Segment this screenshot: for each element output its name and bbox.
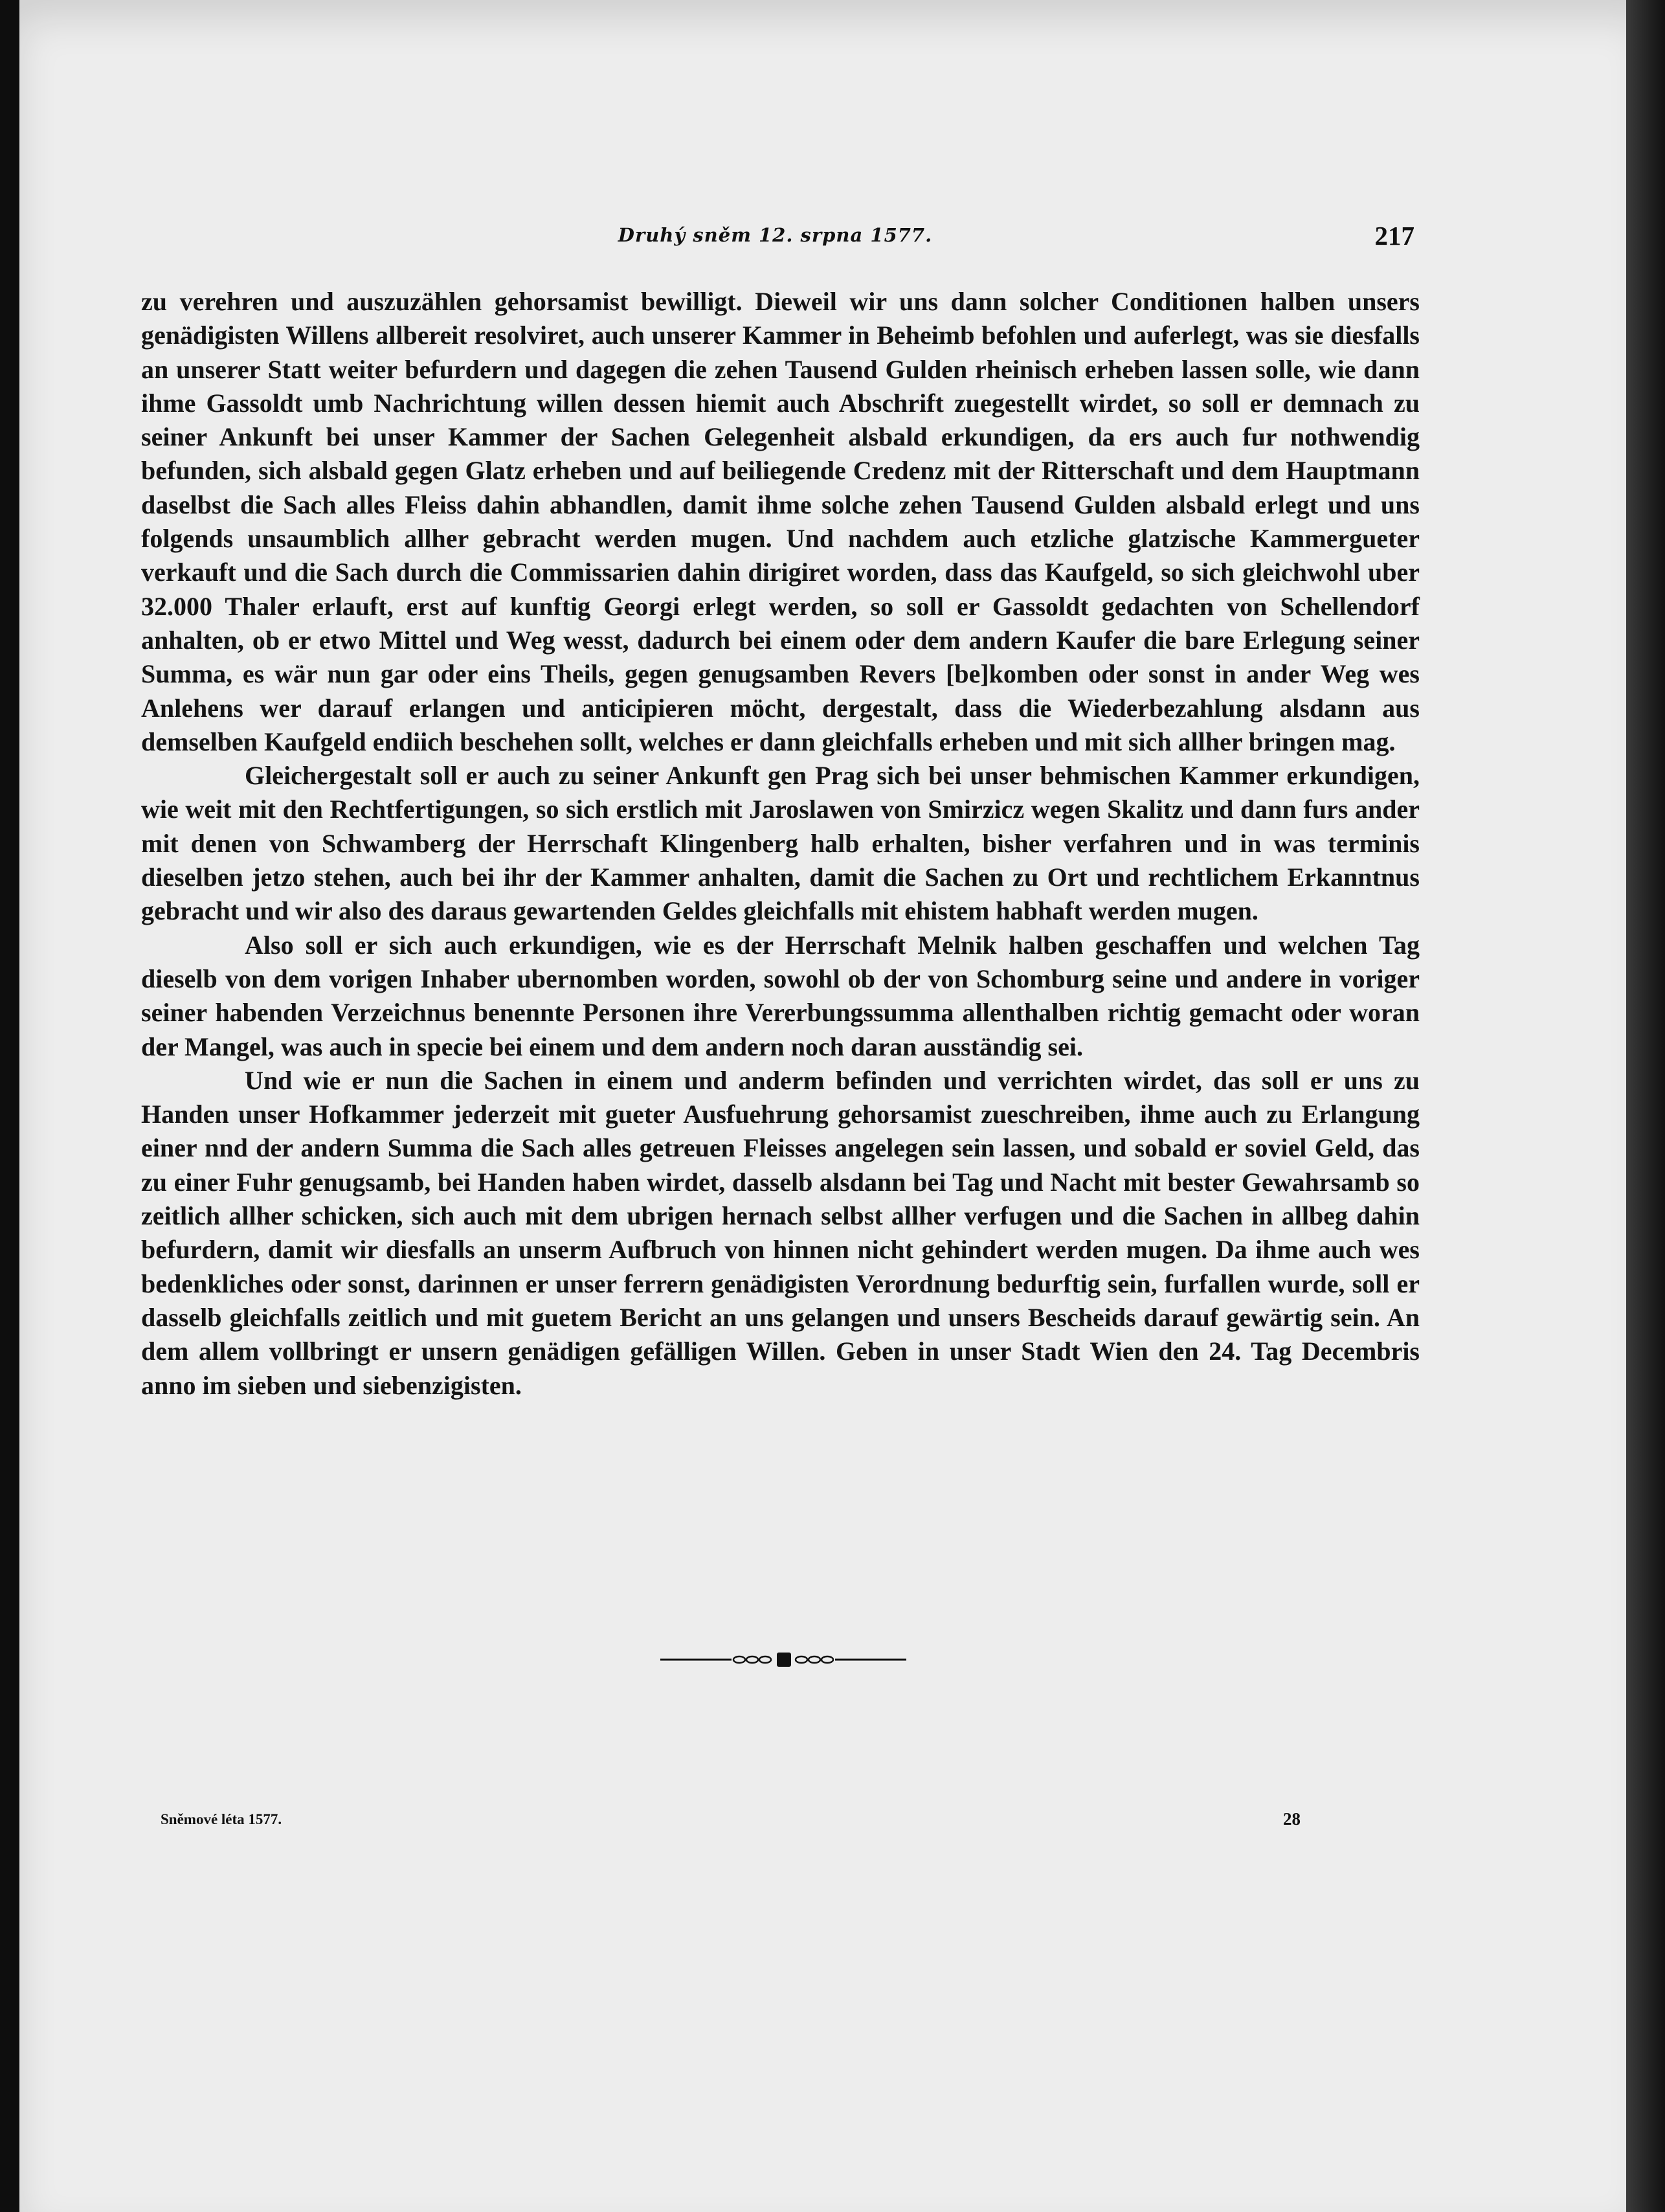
paragraph-3: Also soll er sich auch erkundigen, wie es der Herrschaft Melnik halben geschaffen und welchen Tag dieselb von dem vorigen Inhaber ubernomben worden, sowohl ob der von Schomburg seine und andere in voriger seiner habenden Verzeichnus benennte Personen ihre Vererbungssumma allenthalben richtig gemacht oder woran der Mangel, was auch in specie bei einem und dem andern noch daran ausständig sei. xyxy=(141,930,1420,1061)
running-head xyxy=(136,220,1414,259)
paragraph-2: Gleichergestalt soll er auch zu seiner Ankunft gen Prag sich bei unser behmischen Kammer erkundigen, wie weit mit den Rechtfertigungen, so sich erstlich mit Jaroslawen von Smirzicz wegen Skalitz und dann furs ander mit denen von Schwamberg der Herrschaft Klingenberg halb erhalten, bisher verfahren und in was terminis dieselben jetzo stehen, auch bei ihr der Kammer anhalten, damit die Sachen zu Ort und rechtlichem Erkanntnus gebracht und wir also des daraus gewartenden Geldes gleichfalls mit ehistem habhaft werden mugen. xyxy=(141,761,1420,926)
body-text xyxy=(141,285,1420,1403)
page-number: 217 xyxy=(1374,221,1414,251)
signature-mark: Sněmové léta 1577. xyxy=(161,1811,282,1827)
scan-edge-right xyxy=(1626,0,1665,2212)
ornamental-divider xyxy=(660,1647,906,1673)
paragraph-1: zu verehren und auszuzählen gehorsamist bewilligt. Dieweil wir uns dann solcher Conditionen halben unsers genädigisten Willens allbereit resolviret, auch unserer Kammer in Beheimb befohlen und auferlegt, was sie diesfalls an unserer Statt weiter befurdern und dagegen die zehen Tausend Gulden rheinisch erheben lassen solle, wie dann ihme Gassoldt umb Nachrichtung willen dessen hiemit auch Abschrift zuegestellt wirdet, so soll er demnach zu seiner Ankunft bei unser Kammer der Sachen Gelegenheit alsbald erkundigen, da ers auch fur nothwendig befunden, sich alsbald gegen Glatz erheben und auf beiliegende Credenz mit der Ritterschaft und dem Hauptmann daselbst die Sach alles Fleiss dahin abhandlen, damit ihme solche zehen Tausend Gulden alsbald erlegt und uns folgends unsaumblich allher gebracht werden mugen. Und nachdem auch etzliche glatzische Kammergueter verkauft und die Sach durch die Commissarien dahin dirigiret worden, dass das Kaufgeld, so sich gleichwohl uber 32.000 Thaler erlauft, erst auf kunftig Georgi erlegt werden, so soll er Gassoldt gedachten von Schellendorf anhalten, ob er etwo Mittel und Weg wesst, dadurch bei einem oder dem andern Kaufer die bare Erlegung seiner Summa, es wär nun gar oder eins Theils, gegen genugsamben Revers [be]komben oder sonst in ander Weg wes Anlehens wer darauf erlangen und anticipieren möcht, dergestalt, dass die Wiederbezahlung alsdann aus demselben Kaufgeld endiich beschehen sollt, welches er dann gleichfalls erheben und mit sich allher bringen mag. xyxy=(141,287,1420,756)
running-title: Druhý sněm 12. srpna 1577. xyxy=(618,224,933,246)
paragraph-4: Und wie er nun die Sachen in einem und anderm befinden und verrichten wirdet, das soll er uns zu Handen unser Hofkammer jederzeit mit gueter Ausfuehrung gehorsamist zueschreiben, ihme auch zu Erlangung einer nnd der andern Summa die Sach alles getreuen Fleisses angelegen sein lassen, und sobald er soviel Geld, das zu einer Fuhr genugsamb, bei Handen haben wirdet, dasselb alsdann bei Tag und Nacht mit bester Gewahrsamb so zeitlich allher schicken, sich auch mit dem ubrigen hernach selbst allher verfugen und die Sachen in allbeg dahin befurdern, damit wir diesfalls an unserm Aufbruch von hinnen nicht gehindert werden mugen. Da ihme auch wes bedenkliches oder sonst, darinnen er unser ferrern genädigisten Verordnung bedurftig sein, furfallen wurde, soll er dasselb gleichfalls zeitlich und mit guetem Bericht an uns gelangen und unsers Bescheids darauf gewärtig sein. An dem allem vollbringt er unsern genädigen gefälligen Willen. Geben in unser Stadt Wien den 24. Tag Decembris anno im sieben und siebenzigisten. xyxy=(141,1065,1420,1400)
sheet-number: 28 xyxy=(1283,1809,1301,1829)
scan-edge-left xyxy=(0,0,19,2212)
